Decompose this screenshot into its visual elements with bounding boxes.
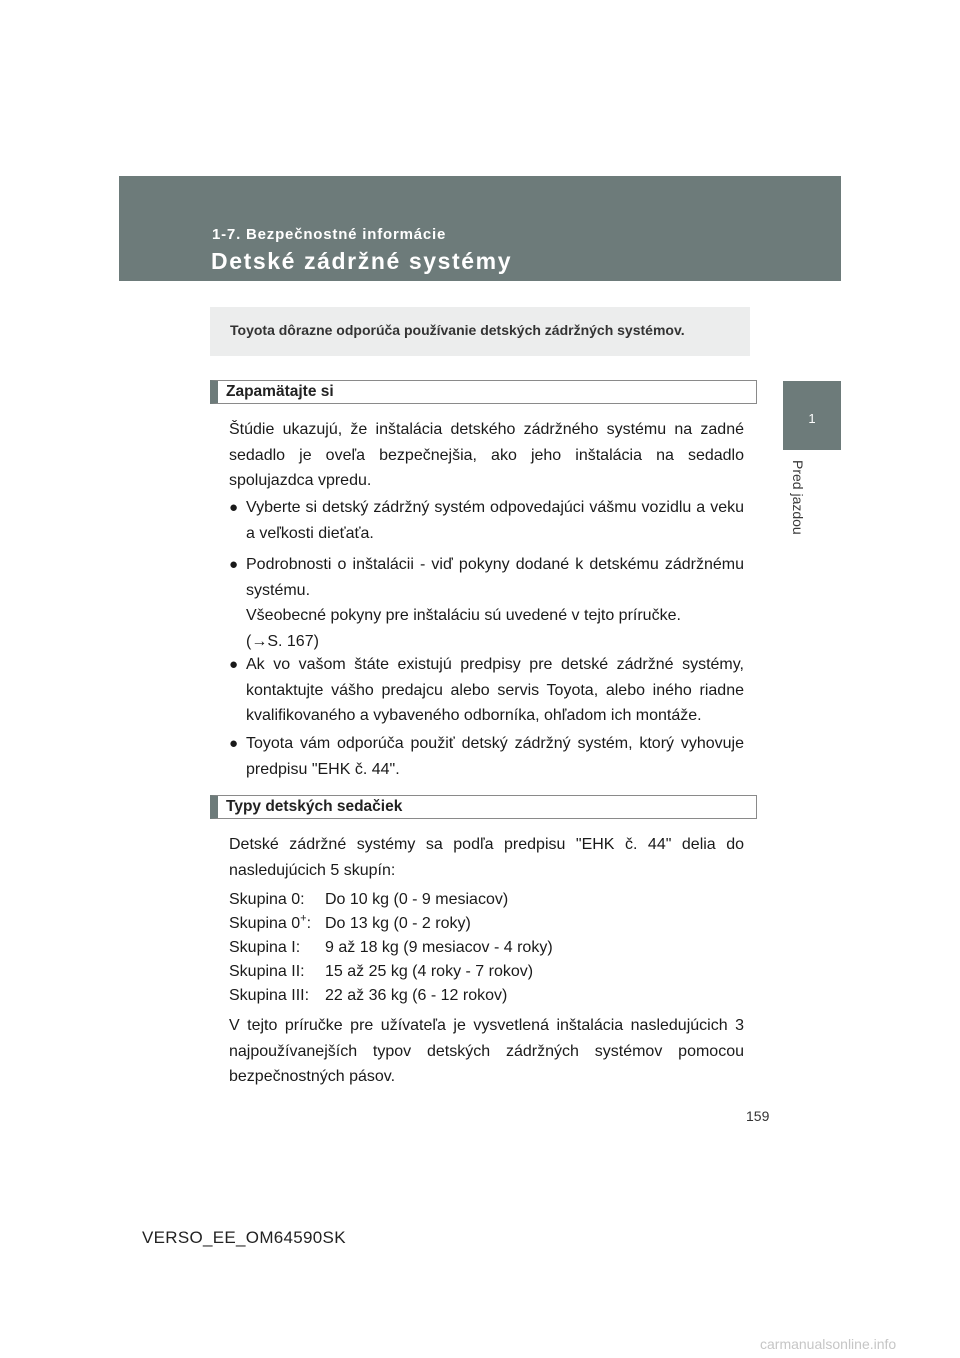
document-code: VERSO_EE_OM64590SK <box>142 1228 346 1247</box>
section-label: 1-7. Bezpečnostné informácie <box>212 226 447 243</box>
bullet-icon: ● <box>229 556 239 573</box>
intro-text: Toyota dôrazne odporúča používanie detských zádržných systémov. <box>230 322 685 338</box>
bullet-item <box>229 495 744 546</box>
group-range: 15 až 25 kg (4 roky - 7 rokov) <box>325 963 534 980</box>
group-name: Skupina 0: <box>229 891 305 908</box>
intro-box <box>210 307 750 356</box>
bullet-item <box>229 652 744 729</box>
section-heading-seat-types <box>210 795 757 819</box>
section-heading-remember <box>210 380 757 404</box>
section-heading-text: Typy detských sedačiek <box>226 798 403 815</box>
section-heading-text: Zapamätajte si <box>226 383 334 400</box>
bullet-icon: ● <box>229 499 239 516</box>
bullet-text: Vyberte si detský zádržný systém odpovedajúci vášmu vozidlu a veku a veľkosti dieťaťa. <box>246 499 744 542</box>
bullet-item <box>229 731 744 782</box>
group-range: 22 až 36 kg (6 - 12 rokov) <box>325 987 508 1004</box>
bullet-text: Toyota vám odporúča použiť detský zádržný systém, ktorý vyhovuje predpisu "EHK č. 44". <box>246 735 744 778</box>
bullet-text: Podrobnosti o inštalácii - viď pokyny dodané k detskému zádržnému systému. <box>246 556 744 599</box>
chapter-tab-label: Pred jazdou <box>790 460 806 535</box>
group-range: 9 až 18 kg (9 mesiacov - 4 roky) <box>325 939 553 956</box>
group-name: Skupina II: <box>229 963 305 980</box>
group-name: Skupina I: <box>229 939 301 956</box>
bullet-icon: ● <box>229 735 239 752</box>
group-name: Skupina III: <box>229 987 310 1004</box>
group-range: Do 10 kg (0 - 9 mesiacov) <box>325 891 509 908</box>
bullet-text: Ak vo vašom štáte existujú predpisy pre detské zádržné systémy, kontaktujte vášho predajcu alebo servis Toyota, alebo iného riadne kvalifikovaného a vybaveného odborníka, ohľadom ich montáže. <box>246 656 744 724</box>
group-row <box>229 936 553 960</box>
paragraph-groups-intro: Detské zádržné systémy sa podľa predpisu "EHK č. 44" delia do nasledujúcich 5 skupín: <box>229 836 744 879</box>
group-row <box>229 888 508 912</box>
group-row <box>229 984 507 1008</box>
watermark: carmanualsonline.info <box>760 1336 897 1352</box>
paragraph-closing: V tejto príručke pre užívateľa je vysvetlená inštalácia nasledujúcich 3 najpoužívanejších typov detských zádržných systémov pomocou bezpečnostných pásov. <box>229 1017 744 1085</box>
bullet-text-continued: Všeobecné pokyny pre inštaláciu sú uvedené v tejto príručke. <box>246 607 681 624</box>
group-name: Skupina 0+: <box>229 912 312 932</box>
chapter-tab[interactable] <box>783 381 841 450</box>
paragraph-studies: Štúdie ukazujú, že inštalácia detského zádržného systému na zadné sedadlo je oveľa bezpečnejšia, ako jeho inštalácia na sedadlo spolujazdca vpredu. <box>229 421 744 489</box>
group-superscript: + <box>300 912 307 925</box>
bullet-item <box>229 552 744 654</box>
page-reference-link[interactable]: (→S. 167) <box>246 632 319 650</box>
chapter-tab-number: 1 <box>808 411 816 426</box>
group-row <box>229 912 471 936</box>
bullet-icon: ● <box>229 656 239 673</box>
page-title: Detské zádržné systémy <box>211 248 513 274</box>
group-row <box>229 960 533 984</box>
page-number: 159 <box>746 1108 770 1124</box>
group-range: Do 13 kg (0 - 2 roky) <box>325 915 471 932</box>
